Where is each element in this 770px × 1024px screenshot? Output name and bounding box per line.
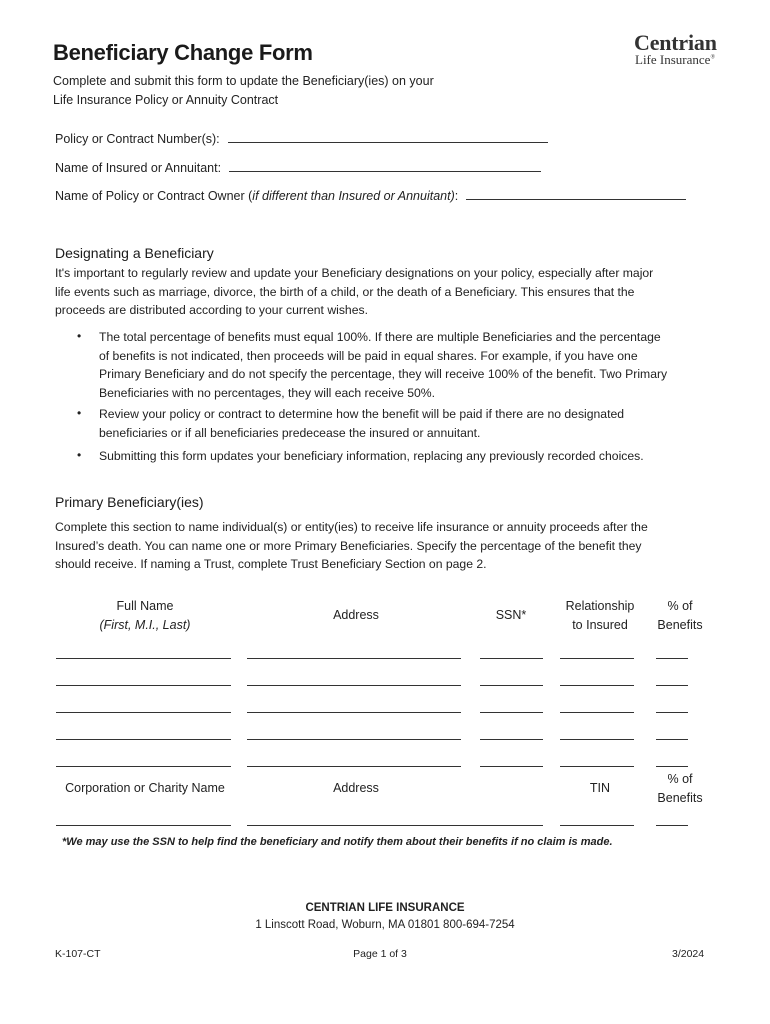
col-header-ssn: SSN* [495, 608, 527, 622]
beneficiary-relationship-line[interactable] [560, 658, 634, 659]
beneficiary-percent-line[interactable] [656, 712, 688, 713]
subtitle-line: Complete and submit this form to update the Beneficiary(ies) on your [53, 74, 434, 88]
corporation-tin-line[interactable] [560, 825, 634, 826]
beneficiary-name-line[interactable] [56, 766, 231, 767]
insured-name-field [55, 161, 541, 175]
bullet-marker: • [77, 448, 82, 462]
logo-subtitle [635, 52, 715, 68]
col-header-text: Benefits [657, 791, 703, 805]
intro-line: proceeds are distributed according to your current wishes. [55, 303, 368, 317]
owner-name-note: if different than Insured or Annuitant) [252, 189, 455, 203]
form-date: 3/2024 [672, 948, 705, 960]
beneficiary-address-line[interactable] [247, 739, 461, 740]
corporation-percent-line[interactable] [656, 825, 688, 826]
beneficiary-percent-line[interactable] [656, 658, 688, 659]
designating-intro [55, 264, 715, 320]
beneficiary-relationship-line[interactable] [560, 685, 634, 686]
form-code: K-107-CT [55, 948, 101, 960]
col-header-italic: (First, M.I., Last) [99, 618, 191, 632]
intro-line: Complete this section to name individual(s) or entity(ies) to receive life insurance or annuity proceeds after the [55, 520, 648, 534]
intro-line: life events such as marriage, divorce, the birth of a child, or the death of a Beneficiary. This ensures that the [55, 284, 635, 299]
col-header-corp-percent [648, 770, 712, 808]
designating-heading: Designating a Beneficiary [55, 245, 214, 261]
footer-address: 1 Linscott Road, Woburn, MA 01801 800-694-7254 [255, 919, 515, 931]
beneficiary-ssn-line[interactable] [480, 658, 543, 659]
beneficiary-address-line[interactable] [247, 658, 461, 659]
col-header-text: Benefits [657, 618, 703, 632]
policy-number-field [55, 132, 548, 146]
beneficiary-ssn-line[interactable] [480, 766, 543, 767]
policy-number-label: Policy or Contract Number(s): [55, 132, 220, 146]
col-header-percent [648, 597, 712, 635]
form-subtitle [53, 72, 473, 110]
owner-name-label: Name of Policy or Contract Owner ( [55, 189, 253, 203]
col-header-text: % of [667, 599, 693, 613]
logo-name: Centrian [634, 30, 717, 55]
ssn-footnote: *We may use the SSN to help find the beneficiary and notify them about their benefits if no claim is made. [62, 836, 613, 848]
primary-heading: Primary Beneficiary(ies) [55, 494, 204, 510]
bullet-line: Review your policy or contract to determine how the benefit will be paid if there are no designated [99, 407, 625, 421]
beneficiary-name-line[interactable] [56, 685, 231, 686]
beneficiary-relationship-line[interactable] [560, 712, 634, 713]
col-header-text: Full Name [116, 599, 174, 613]
beneficiary-name-line[interactable] [56, 739, 231, 740]
beneficiary-percent-line[interactable] [656, 685, 688, 686]
beneficiary-relationship-line[interactable] [560, 739, 634, 740]
footer-company: CENTRIAN LIFE INSURANCE [305, 902, 465, 914]
policy-number-line[interactable] [228, 132, 548, 143]
form-title: Beneficiary Change Form [53, 40, 313, 65]
bullet-line: beneficiaries or if all beneficiaries predecease the insured or annuitant. [99, 425, 481, 440]
corporation-address-line[interactable] [247, 825, 543, 826]
intro-line: It's important to regularly review and update your Beneficiary designations on your policy, especially after major [55, 266, 654, 280]
insured-name-line[interactable] [229, 161, 541, 172]
bullet-marker: • [77, 329, 82, 343]
beneficiary-name-line[interactable] [56, 712, 231, 713]
beneficiary-ssn-line[interactable] [480, 685, 543, 686]
beneficiary-name-line[interactable] [56, 658, 231, 659]
owner-name-line[interactable] [466, 189, 686, 200]
logo-mark: ® [710, 54, 715, 61]
primary-intro [55, 518, 715, 574]
col-header-address: Address [333, 608, 379, 622]
col-header-tin: TIN [589, 781, 611, 795]
col-header-full-name [55, 597, 235, 635]
beneficiary-ssn-line[interactable] [480, 739, 543, 740]
bullet-item-submitting [99, 447, 709, 466]
intro-line: should receive. If naming a Trust, complete Trust Beneficiary Section on page 2. [55, 557, 487, 571]
col-header-text: to Insured [572, 618, 628, 632]
bullet-line: Beneficiaries with no percentages, they will each receive 50%. [99, 385, 436, 400]
col-header-subtext [55, 616, 235, 635]
insured-name-label: Name of Insured or Annuitant: [55, 161, 222, 175]
intro-line: Insured’s death. You can name one or more Primary Beneficiaries. Specify the percentage of the benefit they [55, 538, 642, 553]
bullet-line: of benefits is not indicated, then proceeds will be paid in equal shares. For example, if you have one [99, 348, 638, 363]
beneficiary-address-line[interactable] [247, 766, 461, 767]
subtitle-line: Life Insurance Policy or Annuity Contract [53, 93, 279, 107]
bullet-line: The total percentage of benefits must equal 100%. If there are multiple Beneficiaries and the percentage [99, 330, 661, 344]
beneficiary-address-line[interactable] [247, 685, 461, 686]
col-header-corporation: Corporation or Charity Name [65, 781, 225, 795]
col-header-corp-address: Address [333, 781, 379, 795]
page-number: Page 1 of 3 [353, 948, 407, 960]
beneficiary-percent-line[interactable] [656, 766, 688, 767]
logo-sub-text: Life Insurance [635, 52, 711, 67]
col-header-relationship [556, 597, 644, 635]
bullet-line: Submitting this form updates your beneficiary information, replacing any previously recorded choices. [99, 449, 644, 463]
beneficiary-address-line[interactable] [247, 712, 461, 713]
bullet-item-total-percentage [99, 328, 709, 402]
bullet-item-review-policy [99, 405, 709, 442]
owner-name-colon: : [454, 189, 459, 203]
beneficiary-relationship-line[interactable] [560, 766, 634, 767]
owner-name-field [55, 189, 686, 203]
bullet-marker: • [77, 406, 82, 420]
col-header-text: Relationship [565, 599, 635, 613]
bullet-line: Primary Beneficiary and do not specify the percentage, they will receive 100% of the benefit. Two Primary [99, 367, 668, 381]
col-header-text: % of [667, 772, 693, 786]
beneficiary-percent-line[interactable] [656, 739, 688, 740]
corporation-name-line[interactable] [56, 825, 231, 826]
beneficiary-ssn-line[interactable] [480, 712, 543, 713]
